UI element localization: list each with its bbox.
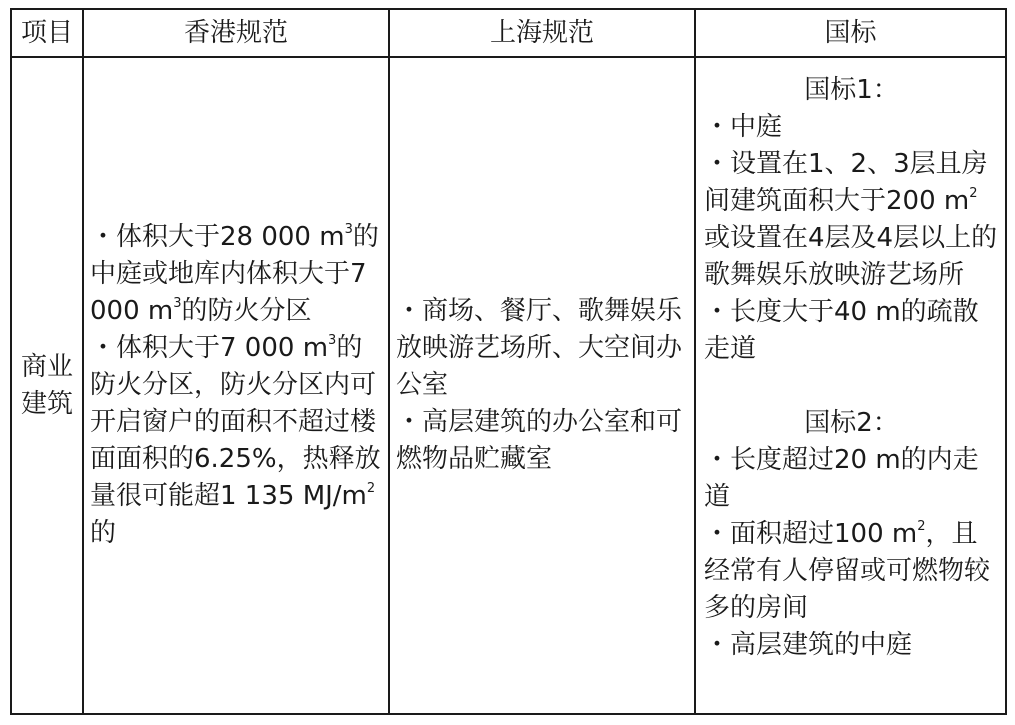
national-standard-2-item-3: ・高层建筑的中庭	[704, 630, 913, 660]
header-national-standard: 国标	[695, 9, 1006, 57]
national-standard-2-item-1: ・长度超过20 m的内走道	[704, 445, 979, 512]
header-hongkong-code: 香港规范	[83, 9, 389, 57]
national-standard-1-item-2: ・设置在1、2、3层且房间建筑面积大于200 $m^2$或设置在4层及4层以上的歌舞娱乐放映游艺场所	[704, 149, 998, 290]
header-item: 项目	[11, 9, 83, 57]
cell-national-standard	[695, 57, 1006, 714]
cell-hongkong-code	[83, 57, 389, 714]
national-standard-1-item-1: ・中庭	[704, 112, 783, 142]
national-standard-1-item-3: ・长度大于40 m的疏散走道	[704, 297, 979, 364]
shanghai-clause-2: ・高层建筑的办公室和可燃物品贮藏室	[396, 407, 683, 474]
table-header-row	[11, 9, 1006, 57]
hongkong-clause-1: ・体积大于28 000 $m^3$的中庭或地库内体积大于7 000 $m^3$的防火分区	[90, 222, 379, 326]
table-row	[11, 57, 1006, 714]
national-standard-2-item-2: ・面积超过100 $m^2$，且经常有人停留或可燃物较多的房间	[704, 519, 991, 623]
shanghai-clause-1: ・商场、餐厅、歌舞娱乐放映游艺场所、大空间办公室	[396, 296, 683, 400]
cell-shanghai-code	[389, 57, 695, 714]
cell-item-name: 商业建筑	[11, 57, 83, 714]
hongkong-clause-2: ・体积大于7 000 $m^3$的防火分区，防火分区内可开启窗户的面积不超过楼面面积的6.25%，热释放量很可能超1 135 $MJ/m^2$的	[90, 333, 381, 548]
national-standard-1-title: 国标1：	[804, 75, 899, 105]
section-gap	[704, 368, 999, 405]
header-shanghai-code: 上海规范	[389, 9, 695, 57]
smoke-control-comparison-table	[10, 8, 1007, 715]
national-standard-2-title: 国标2：	[804, 408, 899, 438]
